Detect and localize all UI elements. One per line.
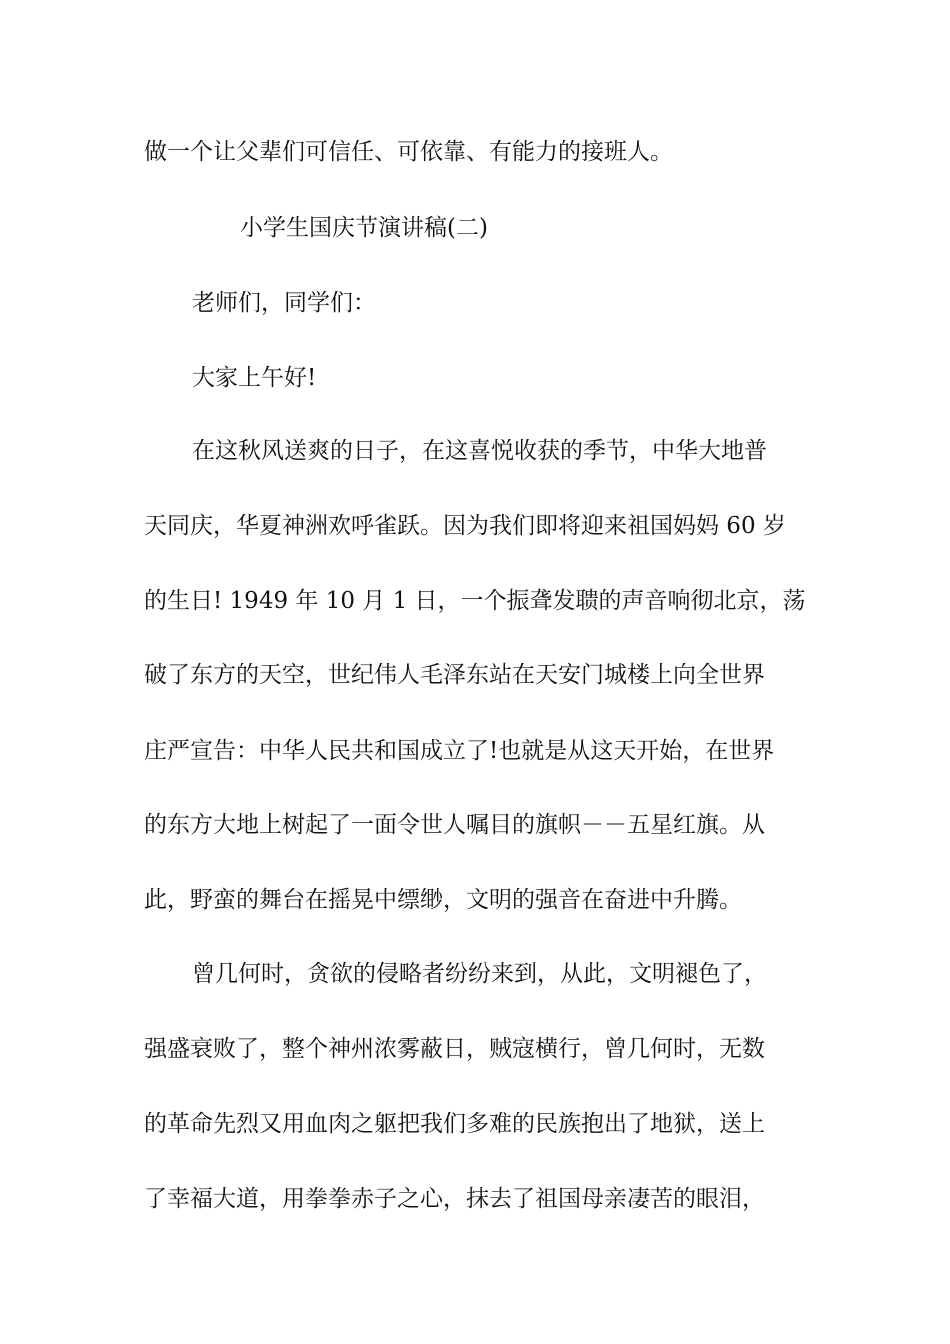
- section-title: 小学生国庆节演讲稿(二): [240, 215, 488, 241]
- paragraph-line: 曾几何时，贪欲的侵略者纷纷来到，从此，文明褪色了，: [192, 961, 767, 987]
- paragraph-line: 破了东方的天空，世纪伟人毛泽东站在天安门城楼上向全世界: [144, 662, 765, 688]
- paragraph-line: 了幸福大道，用拳拳赤子之心，抹去了祖国母亲凄苦的眼泪，: [144, 1186, 765, 1212]
- salutation: 老师们，同学们：: [192, 290, 376, 316]
- greeting: 大家上午好!: [192, 365, 317, 391]
- paragraph-line: 的革命先烈又用血肉之躯把我们多难的民族抱出了地狱，送上: [144, 1111, 765, 1137]
- paragraph-line: 此，野蛮的舞台在摇晃中缥缈，文明的强音在奋进中升腾。: [144, 887, 742, 913]
- paragraph-line: 在这秋风送爽的日子，在这喜悦收获的季节，中华大地普: [192, 438, 767, 464]
- paragraph-line: 强盛衰败了，整个神州浓雾蔽日，贼寇横行，曾几何时，无数: [144, 1036, 765, 1062]
- paragraph-line: 庄严宣告：中华人民共和国成立了!也就是从这天开始，在世界: [144, 738, 775, 764]
- paragraph-line: 天同庆，华夏神洲欢呼雀跃。因为我们即将迎来祖国妈妈 60 岁: [144, 513, 786, 539]
- text-line-closing: 做一个让父辈们可信任、可依靠、有能力的接班人。: [144, 139, 673, 165]
- paragraph-line: 的东方大地上树起了一面令世人嘱目的旗帜－－五星红旗。从: [144, 812, 765, 838]
- paragraph-line: 的生日! 1949 年 10 月 1 日，一个振聋发聩的声音响彻北京，荡: [144, 588, 806, 614]
